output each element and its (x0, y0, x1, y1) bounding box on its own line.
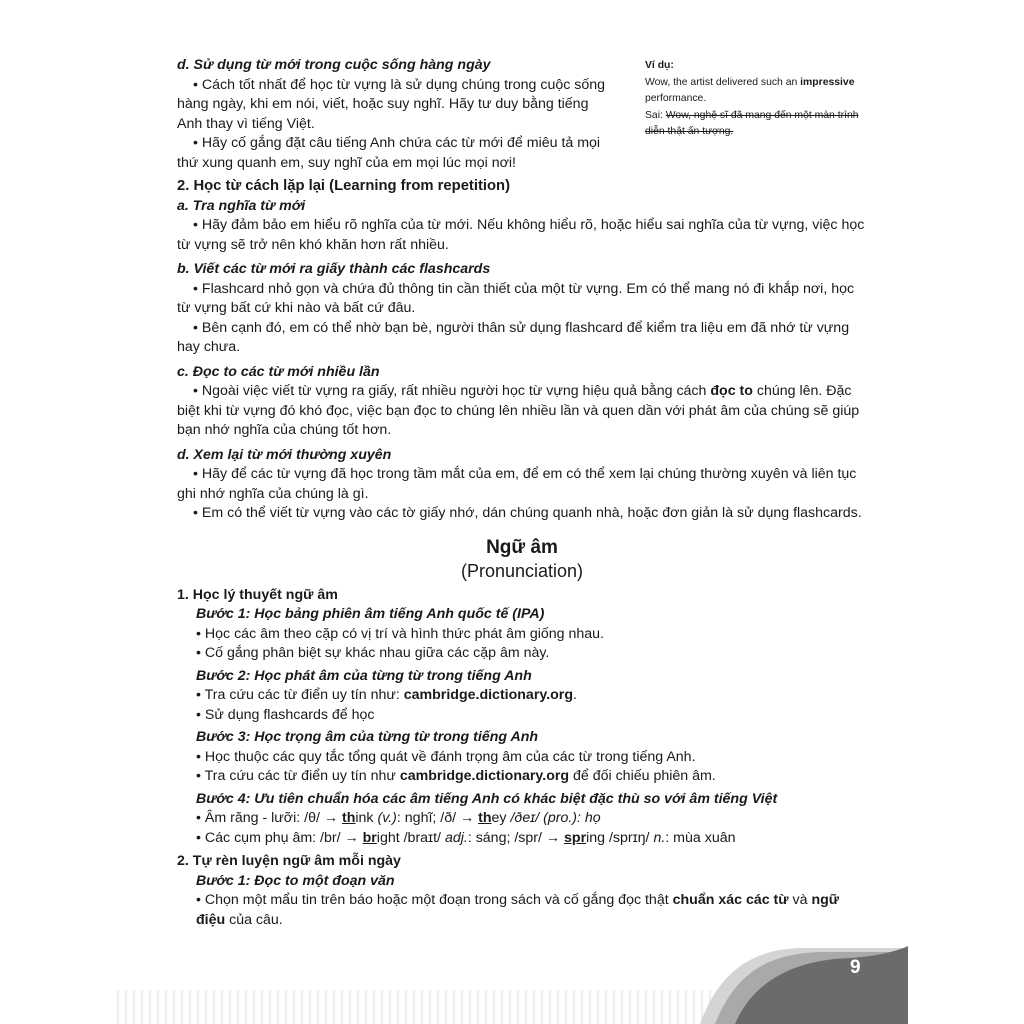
paragraph: • Em có thể viết từ vựng vào các tờ giấy nhớ, dán chúng quanh nhà, hoặc đơn giản là sử dụng flashcards. (193, 505, 862, 521)
paragraph: • Flashcard nhỏ gọn và chứa đủ thông tin cần thiết của một từ vựng. Em có thể mang nó đi khắp nơi, học từ vựng bất cứ khi nào và bất cứ đâu. (177, 280, 855, 316)
pronunciation-title: Ngữ âm (486, 536, 558, 558)
paragraph: • Cách tốt nhất để học từ vựng là sử dụng chúng trong cuộc sống hàng ngày, khi em nói, viết, hoặc suy nghĩ. Hãy tư duy bằng tiếng Anh thay vì tiếng Việt. (177, 76, 606, 132)
list-item (196, 686, 867, 706)
underlined-text: spr (564, 829, 587, 846)
example-bold-word: impressive (800, 76, 855, 88)
underlined-text: br (362, 829, 377, 846)
step-3: Bước 3: Học trọng âm của từng từ trong tiếng Anh (196, 729, 539, 745)
italic-text: adj. (444, 829, 468, 846)
list-item (196, 767, 867, 787)
wrong-text: Wow, nghệ sĩ đã mang đến một màn trình diễn thật ấn tượng. (645, 109, 859, 137)
step-1: Bước 1: Học bảng phiên âm tiếng Anh quốc tế (IPA) (196, 606, 545, 622)
wrong-label: Sai: (645, 109, 666, 121)
dictionary-link-text: cambridge.dictionary.org (403, 687, 573, 703)
text: của câu. (225, 911, 283, 928)
bold-text: ngữ điệu (196, 892, 840, 928)
heading-a: a. Tra nghĩa từ mới (177, 197, 306, 214)
text: ing /sprɪŋ/ (586, 829, 654, 846)
text: ight /braɪt/ (376, 829, 445, 846)
step-2: Bước 2: Học phát âm của từng từ trong tiếng Anh (196, 667, 532, 684)
paragraph: • Hãy cố gắng đặt câu tiếng Anh chứa các từ mới để miêu tả mọi thứ xung quanh em, suy nghĩ của em mọi lúc mọi nơi! (177, 135, 601, 171)
paragraph (177, 382, 867, 441)
section-daily-practice: 2. Tự rèn luyện ngữ âm mỗi ngày (177, 853, 401, 869)
example-text: Wow, the artist delivered such an (645, 76, 801, 88)
underlined-text: th (341, 810, 356, 826)
bold-text: chuẩn xác các từ (672, 892, 789, 908)
paragraph: • Hãy để các từ vựng đã học trong tầm mắt của em, để em có thể xem lại chúng thường xuyên và liên tục ghi nhớ nghĩa của chúng là gì. (177, 466, 857, 502)
list-item-clusters (196, 829, 867, 849)
list-item: • Cố gắng phân biệt sự khác nhau giữa các cặp âm này. (196, 645, 550, 661)
underlined-text: th (478, 810, 492, 826)
text: : nghĩ; /ð/ → (396, 810, 479, 826)
list-item (196, 891, 867, 930)
example-label: Ví dụ: (645, 60, 674, 71)
list-item: • Sử dụng flashcards để học (196, 706, 375, 723)
text: chúng lên. Đặc biệt khi từ vựng đó khó đọc, việc bạn đọc to chúng lên nhiều lần và quen dần với phát âm của chúng sẽ giúp bạn nhớ nghĩa của chúng tốt hơn. (177, 383, 860, 438)
step-read-aloud: Bước 1: Đọc to một đoạn văn (196, 872, 395, 889)
example-text-end: performance. (645, 93, 707, 104)
text: • Ngoài việc viết từ vựng ra giấy, rất nhiều người học từ vựng hiệu quả bằng cách (193, 383, 711, 399)
step-4: Bước 4: Ưu tiên chuẩn hóa các âm tiếng Anh có khác biệt đặc thù so với âm tiếng Việt (196, 790, 778, 807)
bold-text: đọc to (710, 383, 753, 399)
section-title-repetition: 2. Học từ cách lặp lại (Learning from repetition) (177, 178, 511, 194)
top-column (177, 56, 609, 173)
text: • Tra cứu các từ điển uy tín như: (196, 687, 404, 703)
text: • Âm răng - lưỡi: /θ/ → (196, 810, 342, 826)
heading-d: d. Xem lại từ mới thường xuyên (177, 446, 392, 463)
text: và (788, 892, 812, 908)
italic-text: (v.) (377, 810, 397, 826)
section-theory: 1. Học lý thuyết ngữ âm (177, 586, 338, 603)
heading-use-daily: d. Sử dụng từ mới trong cuộc sống hàng ngày (177, 57, 491, 73)
pronunciation-subtitle: (Pronunciation) (460, 560, 584, 581)
text: . (572, 687, 577, 703)
heading-c: c. Đọc to các từ mới nhiều lần (177, 363, 380, 380)
dictionary-link-text: cambridge.dictionary.org (399, 768, 570, 784)
main-content (177, 56, 867, 930)
text: ey (491, 810, 511, 826)
paragraph: • Bên cạnh đó, em có thể nhờ bạn bè, người thân sử dụng flashcard để kiểm tra liệu em đã nhớ từ vựng hay chưa. (177, 319, 850, 355)
list-item-dental (196, 809, 867, 829)
italic-text: n. (653, 829, 666, 846)
page-number: 9 (850, 957, 861, 978)
paragraph: • Hãy đảm bảo em hiểu rõ nghĩa của từ mới. Nếu không hiểu rõ, hoặc hiểu sai nghĩa của từ vựng, việc học từ vựng sẽ trở nên khó khăn hơn rất nhiều. (177, 217, 865, 253)
footer-decoration (0, 944, 1024, 1024)
text: : sáng; /spr/ → (467, 829, 565, 846)
text: để đối chiếu phiên âm. (569, 768, 716, 784)
text: • Các cụm phụ âm: /br/ → (196, 829, 363, 846)
italic-text: /ðeɪ/ (pro.): họ (510, 810, 601, 826)
text: : mùa xuân (665, 829, 736, 846)
text: • Tra cứu các từ điển uy tín như (196, 768, 400, 784)
list-item: • Học các âm theo cặp có vị trí và hình thức phát âm giống nhau. (196, 625, 604, 642)
text: • Chọn một mẩu tin trên báo hoặc một đoạn trong sách và cố gắng đọc thật (196, 892, 673, 908)
heading-b: b. Viết các từ mới ra giấy thành các flashcards (177, 261, 491, 277)
list-item: • Học thuộc các quy tắc tổng quát về đánh trọng âm của các từ trong tiếng Anh. (196, 748, 696, 765)
text: ink (355, 810, 378, 826)
